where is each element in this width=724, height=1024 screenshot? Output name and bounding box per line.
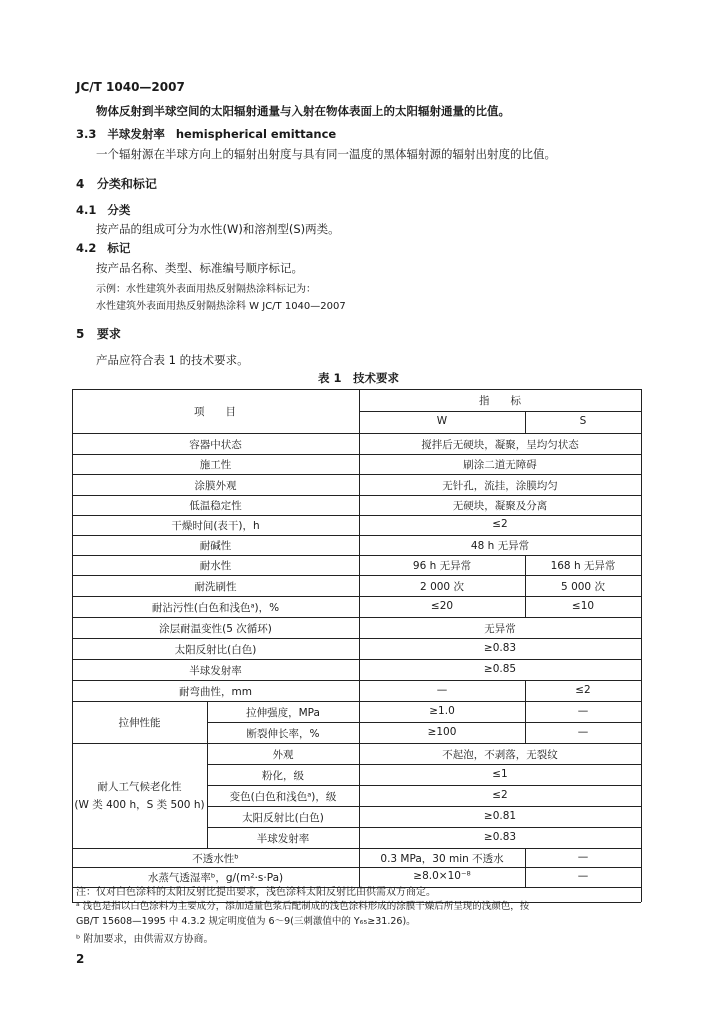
table-rule — [72, 596, 641, 597]
requirement-value: ≤1 — [492, 768, 508, 780]
table-rule — [207, 743, 208, 848]
requirement-item: 粉化，级 — [262, 770, 304, 782]
requirement-item: 干燥时间(表干)，h — [171, 520, 260, 532]
footnote-a-line2: GB/T 15608—1995 中 4.3.2 规定明度值为 6～9(三刺激值中的 Y₆₅≥31.26)。 — [76, 916, 416, 927]
table-rule — [525, 701, 526, 722]
table-rule — [525, 722, 526, 743]
section-5-heading — [76, 325, 121, 342]
table-rule — [641, 389, 642, 902]
table-rule — [525, 596, 526, 617]
requirement-item: 太阳反射比(白色) — [242, 812, 324, 824]
requirement-value: ≥0.83 — [483, 831, 517, 843]
requirement-value-w: 0.3 MPa，30 min 不透水 — [380, 853, 504, 865]
table-rule — [207, 764, 641, 765]
section-title: 分类和标记 — [96, 177, 157, 191]
requirement-value: 刷涂二道无障碍 — [463, 459, 537, 471]
section-number: 3.3 — [76, 127, 97, 141]
table-rule — [72, 848, 641, 849]
table-rule — [525, 848, 526, 867]
definition-3-2-text: 物体反射到半球空间的太阳辐射通量与入射在物体表面上的太阳辐射通量的比值。 — [96, 104, 510, 118]
requirement-value-s: — — [577, 705, 589, 717]
table-rule — [72, 555, 641, 556]
requirement-value: 不起泡，不剥落，无裂纹 — [442, 749, 558, 761]
column-header-w: W — [436, 415, 448, 427]
requirement-value-w: 2 000 次 — [420, 581, 464, 593]
section-4-2-heading — [76, 240, 130, 256]
table-rule — [72, 515, 641, 516]
group-label-aging-condition: (W 类 400 h，S 类 500 h) — [74, 798, 205, 811]
requirement-value: 48 h 无异常 — [470, 540, 530, 552]
column-header-item: 项 目 — [194, 406, 236, 418]
section-title: 分类 — [107, 203, 131, 217]
marking-example-label: 示例：水性建筑外表面用热反射隔热涂料标记为： — [96, 284, 316, 295]
requirement-value-w: ≥8.0×10⁻⁸ — [413, 870, 471, 882]
requirement-value: 无针孔，流挂，涂膜均匀 — [442, 480, 558, 492]
requirement-value: ≤2 — [492, 789, 508, 801]
table-rule — [525, 575, 526, 596]
requirement-item: 耐沾污性(白色和浅色ᵃ)，% — [151, 602, 280, 614]
table-rule — [207, 827, 641, 828]
requirement-item: 半球发射率 — [189, 665, 242, 677]
table-rule — [72, 659, 641, 660]
table-rule — [72, 680, 641, 681]
requirement-item: 耐弯曲性，mm — [179, 686, 252, 698]
requirement-item: 耐洗刷性 — [194, 581, 237, 593]
table-rule — [72, 535, 641, 536]
requirement-value: ≥0.83 — [483, 642, 517, 654]
requirement-value-s: — — [577, 851, 589, 863]
requirement-item: 不透水性ᵇ — [192, 853, 239, 865]
requirement-value: 无异常 — [484, 623, 516, 635]
table-rule — [72, 433, 641, 434]
requirement-item: 外观 — [272, 749, 294, 761]
doc-header: JC/T 1040—2007 — [76, 80, 185, 94]
section-title: 半球发射率 — [107, 127, 165, 141]
table-rule — [207, 785, 641, 786]
table-rule — [72, 867, 641, 868]
requirement-value-w: — — [436, 684, 448, 696]
table-rule — [525, 680, 526, 701]
table-rule — [359, 411, 641, 412]
section-number: 5 — [76, 327, 85, 341]
requirement-value-w: ≥100 — [427, 726, 457, 738]
footnote-b: ᵇ 附加要求，由供需双方协商。 — [76, 934, 214, 945]
table-rule — [72, 389, 641, 390]
section-4-2-text: 按产品名称、类型、标准编号顺序标记。 — [96, 261, 303, 275]
requirement-value-w: ≥1.0 — [429, 705, 455, 717]
requirement-value-s: 5 000 次 — [561, 581, 605, 593]
requirement-item: 低温稳定性 — [189, 500, 242, 512]
requirement-item: 太阳反射比(白色) — [174, 644, 257, 656]
section-title: 要求 — [96, 327, 121, 341]
requirement-item: 水蒸气透湿率ᵇ，g/(m²·s·Pa) — [147, 872, 284, 884]
requirement-item: 拉伸强度，MPa — [246, 707, 320, 719]
table-rule — [72, 389, 73, 902]
requirement-value-s: — — [577, 726, 589, 738]
requirement-value: 无硬块，凝聚及分离 — [452, 500, 548, 512]
requirement-value-s: 168 h 无异常 — [550, 560, 616, 572]
requirement-value-s: ≤2 — [575, 684, 591, 696]
table-rule — [72, 575, 641, 576]
requirement-item: 涂层耐温变性(5 次循环) — [159, 623, 272, 635]
requirement-item: 断裂伸长率，% — [246, 728, 320, 740]
requirement-value-s: ≤10 — [571, 600, 595, 612]
requirement-item: 施工性 — [199, 459, 232, 471]
table-rule — [525, 867, 526, 887]
table-rule — [72, 454, 641, 455]
table-rule — [72, 701, 641, 702]
section-4-1-heading — [76, 202, 130, 218]
column-header-index: 指 标 — [479, 395, 521, 407]
table-caption: 表 1 技术要求 — [318, 371, 400, 385]
section-number: 4.1 — [76, 203, 97, 217]
requirement-item: 耐碱性 — [199, 540, 232, 552]
requirement-value: ≥0.81 — [483, 810, 517, 822]
section-4-heading — [76, 175, 157, 192]
requirement-item: 变色(白色和浅色ᵃ)，级 — [229, 791, 337, 803]
section-number: 4 — [76, 177, 85, 191]
requirement-value-w: ≤20 — [430, 600, 454, 612]
requirement-value: ≤2 — [492, 518, 508, 530]
section-number: 4.2 — [76, 241, 97, 255]
requirement-item: 半球发射率 — [256, 833, 310, 845]
section-title: 标记 — [107, 241, 131, 255]
footnote-a-line1: ᵃ 浅色是指以白色涂料为主要成分，添加适量色浆后配制成的浅色涂料形成的涂膜干燥后所呈现的浅颜色，按 — [76, 901, 530, 912]
table-rule — [72, 495, 641, 496]
page-number: 2 — [76, 952, 85, 966]
table-note: 注：仅对白色涂料的太阳反射比提出要求，浅色涂料太阳反射比由供需双方商定。 — [76, 887, 436, 898]
section-title-en: hemispherical emittance — [175, 127, 337, 141]
group-label-aging: 耐人工气候老化性 — [97, 780, 182, 793]
definition-3-3-text: 一个辐射源在半球方向上的辐射出射度与具有同一温度的黑体辐射源的辐射出射度的比值。 — [96, 147, 556, 161]
requirement-value-s: — — [577, 870, 589, 882]
marking-example: 水性建筑外表面用热反射隔热涂料 W JC/T 1040—2007 — [96, 301, 346, 312]
requirement-item: 涂膜外观 — [194, 480, 237, 492]
column-header-s: S — [579, 415, 587, 427]
table-rule — [72, 617, 641, 618]
table-rule — [72, 743, 641, 744]
technical-requirements-table — [72, 389, 641, 949]
group-label-tensile: 拉伸性能 — [118, 717, 161, 729]
requirement-item: 容器中状态 — [189, 439, 242, 451]
table-rule — [207, 722, 641, 723]
table-rule — [207, 806, 641, 807]
table-rule — [72, 474, 641, 475]
requirement-value: ≥0.85 — [483, 663, 517, 675]
table-rule — [525, 411, 526, 433]
table-rule — [525, 555, 526, 575]
requirement-item: 耐水性 — [199, 560, 232, 572]
table-rule — [72, 638, 641, 639]
requirement-value-w: 96 h 无异常 — [412, 560, 472, 572]
section-5-text: 产品应符合表 1 的技术要求。 — [96, 353, 249, 367]
section-4-1-text: 按产品的组成可分为水性(W)和溶剂型(S)两类。 — [96, 222, 340, 236]
section-3-3-heading — [76, 126, 336, 142]
requirement-value: 搅拌后无硬块，凝聚，呈均匀状态 — [421, 439, 579, 451]
